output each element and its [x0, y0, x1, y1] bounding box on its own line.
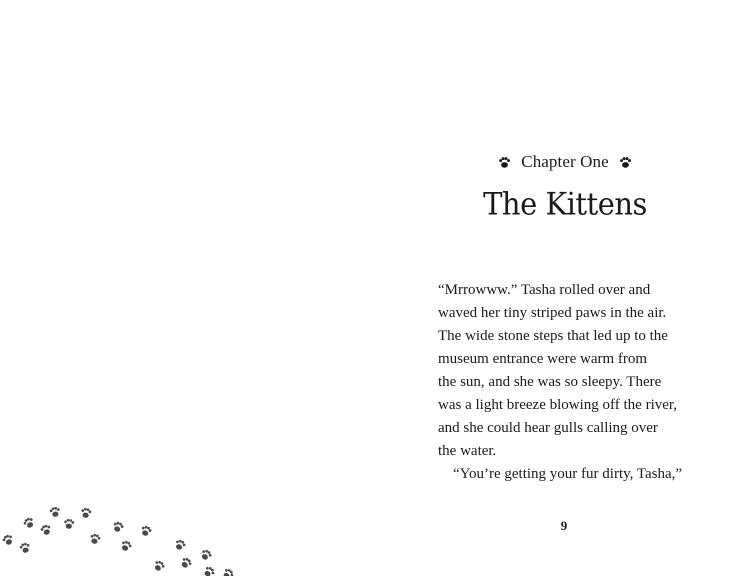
- paw-print-icon: [221, 567, 235, 576]
- body-line: museum entrance were warm from: [438, 351, 648, 367]
- body-line: and she could hear gulls calling over: [438, 420, 658, 436]
- paw-print-icon: [89, 533, 101, 545]
- paw-print-icon: [619, 156, 632, 169]
- paw-print-icon: [112, 521, 125, 534]
- body-line: “Mrrowww.” Tasha rolled over and: [438, 282, 651, 298]
- paw-print-icon: [80, 507, 92, 518]
- body-line: was a light breeze blowing off the river,: [438, 397, 678, 413]
- body-line: the sun, and she was so sleepy. There: [438, 374, 662, 390]
- paw-print-icon: [173, 538, 186, 551]
- paw-print-icon: [498, 156, 511, 169]
- body-line: waved her tiny striped paws in the air.: [438, 305, 667, 321]
- page-number: 9: [560, 518, 568, 533]
- paw-print-icon: [40, 524, 53, 537]
- body-line: The wide stone steps that led up to the: [438, 328, 668, 344]
- paw-print-icon: [119, 539, 132, 552]
- paw-print-icon: [202, 565, 216, 576]
- paw-print-icon: [64, 519, 75, 530]
- body-line: “You’re getting your fur dirty, Tasha,”: [453, 466, 683, 482]
- paw-print-icon: [199, 548, 213, 561]
- paw-print-icon: [179, 556, 193, 570]
- paw-print-icon: [49, 506, 61, 517]
- body-line: the water.: [438, 443, 497, 459]
- paw-print-icon: [1, 533, 14, 546]
- paw-print-icon: [140, 525, 153, 538]
- right-page: [374, 0, 747, 576]
- chapter-heading: [498, 150, 632, 174]
- paw-print-icon: [22, 516, 36, 529]
- body-text: [438, 279, 688, 486]
- paw-print-icon: [152, 559, 166, 572]
- paw-print-icon: [19, 542, 31, 554]
- chapter-title: The Kittens: [483, 186, 647, 222]
- chapter-label: Chapter One: [521, 152, 609, 171]
